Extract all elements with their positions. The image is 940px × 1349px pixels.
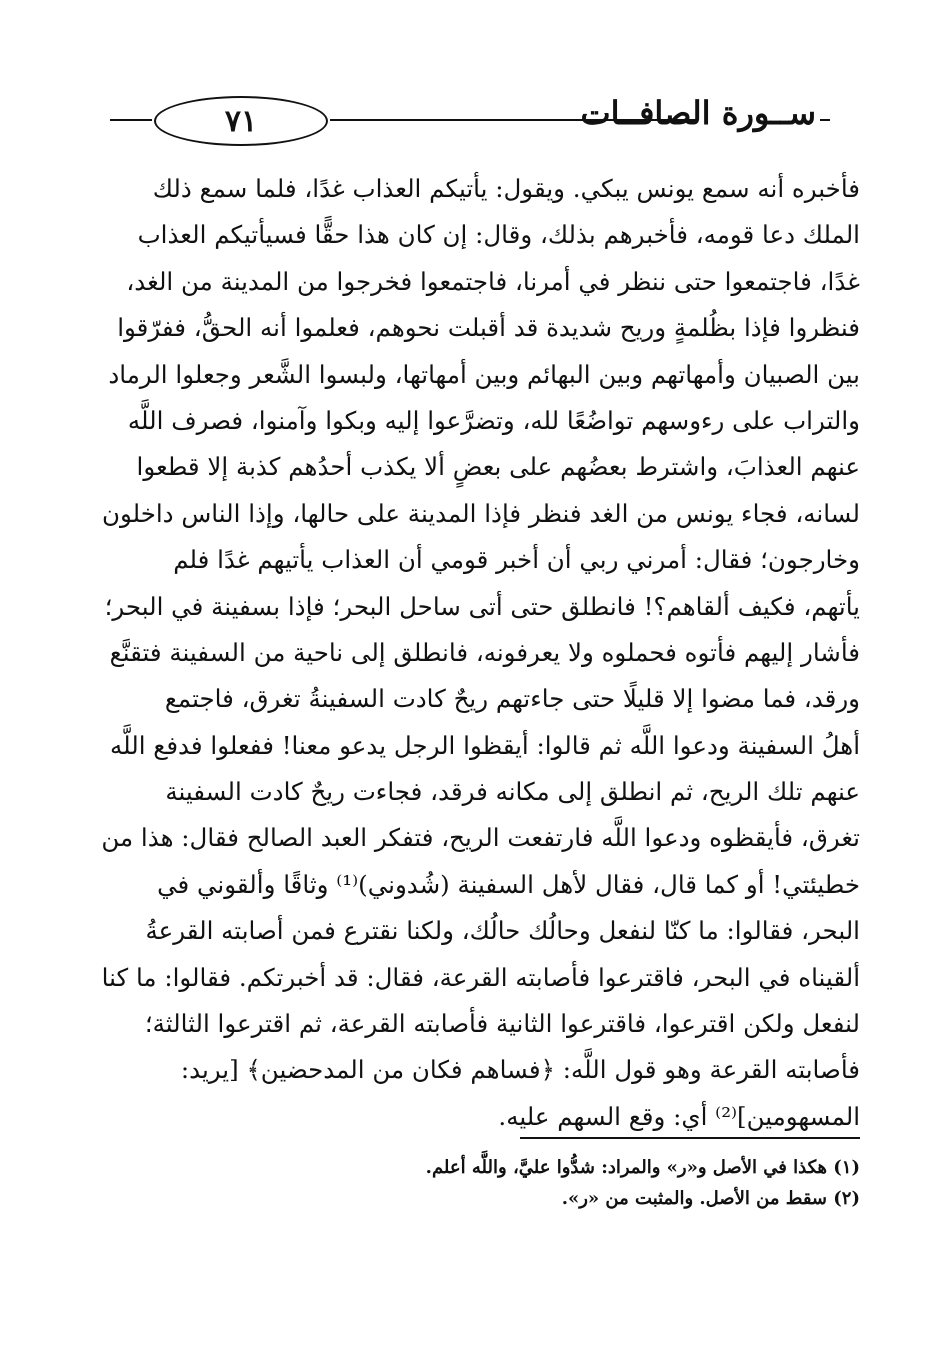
text-line: والتراب على رءوسهم تواضُعًا لله، وتضرَّعوا إليه وبكوا وآمنوا، فصرف اللَّه xyxy=(127,405,860,435)
text-line: غدًا، فاجتمعوا حتى ننظر في أمرنا، فاجتمعوا فخرجوا من المدينة من الغد، xyxy=(126,266,860,296)
text-line: البحر، فقالوا: ما كنّا لنفعل وحالُك حالُك، ولكنا نقترع فمن أصابته القرعةُ xyxy=(145,916,860,946)
text-line: يأتهم، فكيف ألقاهم؟! فانطلق حتى أتى ساحل البحر؛ فإذا بسفينة في البحر؛ xyxy=(104,591,860,621)
header-rule-left xyxy=(110,119,152,121)
header-rule-right xyxy=(820,119,830,121)
text-line: الملك دعا قومه، فأخبرهم بذلك، وقال: إن كان هذا حقًّا فسيأتيكم العذاب xyxy=(137,220,860,250)
running-header xyxy=(110,92,830,144)
footnotes xyxy=(80,1152,860,1214)
text-line: فنظروا فإذا بظُلمةٍ وريح شديدة قد أقبلت نحوهم، فعلموا أنه الحقُّ، ففرّقوا xyxy=(117,313,860,343)
text-line: فأصابته القرعة وهو قول اللَّه: ﴿فساهم فكان من المدحضين﴾ [يريد: xyxy=(180,1055,860,1085)
page-number: ٧١ xyxy=(224,103,258,139)
text-line: لنفعل ولكن اقترعوا، فاقترعوا الثانية فأصابته القرعة، ثم اقترعوا الثالثة؛ xyxy=(144,1009,860,1039)
footnote-separator xyxy=(520,1137,860,1139)
text-line: فأشار إليهم فأتوه فحملوه ولا يعرفونه، فانطلق إلى ناحية من السفينة فتقنَّع xyxy=(109,637,860,667)
text-line: وخارجون؛ فقال: أمرني ربي أن أخبر قومي أن العذاب يأتيهم غدًا فلم xyxy=(173,545,860,575)
text-line: ألقيناه في البحر، فاقترعوا فأصابته القرعة، فقال: قد أخبرتكم. فقالوا: ما كنا xyxy=(101,962,860,992)
text-line: خطيئتي! أو كما قال، فقال لأهل السفينة (شُدوني)⁽¹⁾ وثاقًا وألقوني في xyxy=(157,869,860,899)
text-line: تغرق، فأيقظوه ودعوا اللَّه فارتفعت الريح، فتفكر العبد الصالح فقال: هذا من xyxy=(101,823,860,853)
text-line: عنهم تلك الريح، ثم انطلق إلى مكانه فرقد، فجاءت ريحٌ كادت السفينة xyxy=(165,777,860,807)
page-number-oval xyxy=(154,96,328,146)
surah-title: ســورة الصافــات xyxy=(580,94,816,132)
text-line: فأخبره أنه سمع يونس يبكي. ويقول: يأتيكم العذاب غدًا، فلما سمع ذلك xyxy=(152,174,860,203)
text-line: عنهم العذابَ، واشترط بعضُهم على بعضٍ ألا يكذب أحدُهم كذبة إلا قطعوا xyxy=(136,452,860,482)
footnote-2: (٢) سقط من الأصل. والمثبت من «ر». xyxy=(561,1188,860,1209)
footnote-1: (١) هكذا في الأصل و«ر» والمراد: شدُّوا عليَّ، واللَّه أعلم. xyxy=(425,1157,860,1178)
text-line: أهلُ السفينة ودعوا اللَّه ثم قالوا: أيقظوا الرجل يدعو معنا! ففعلوا فدفع اللَّه xyxy=(109,730,860,760)
text-line: لسانه، فجاء يونس من الغد فنظر فإذا المدينة على حالها، وإذا الناس داخلون xyxy=(101,498,860,528)
text-line: المسهومين]⁽²⁾ أي: وقع السهم عليه. xyxy=(498,1101,860,1131)
text-line: بين الصبيان وأمهاتهم وبين البهائم وبين أمهاتها، ولبسوا الشَّعر وجعلوا الرماد xyxy=(108,359,860,389)
main-text xyxy=(80,166,860,1140)
text-line: ورقد، فما مضوا إلا قليلًا حتى جاءتهم ريحٌ كادت السفينةُ تغرق، فاجتمع xyxy=(164,684,860,714)
